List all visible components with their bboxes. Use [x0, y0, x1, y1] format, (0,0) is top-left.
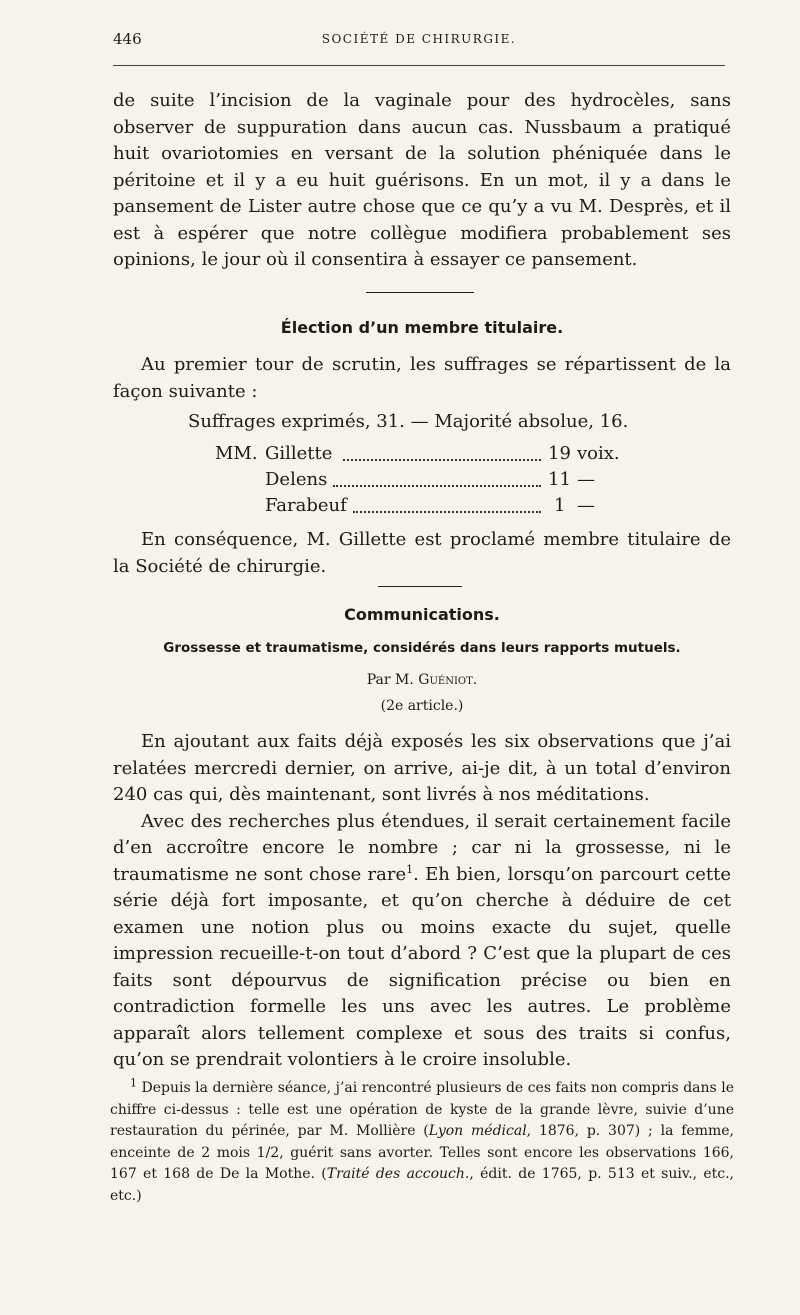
- communication-body: [113, 729, 731, 1074]
- vote-unit: —: [577, 495, 595, 516]
- section-divider: [366, 292, 474, 293]
- page-number: 446: [113, 30, 142, 48]
- footnote-text-part: , édit. de 1765, p. 513 et suiv., etc., etc.): [110, 1166, 734, 1204]
- intro-text: de suite l’incision de la vaginale pour des hydrocèles, sans observer de suppuration dans aucun cas. Nussbaum a pratiqué huit ovariotomies en versant de la solution phéniquée dans le péritoine et il y a eu huit guérisons. En un mot, il y a dans le pansement de Lister autre chose que ce qu’y a vu M. Desprès, et il est à espérer que notre collègue modifiera probablement ses opinions, le jour où il consentira à essayer ce pansement.: [113, 90, 731, 270]
- footnote-ref[interactable]: 1: [406, 862, 414, 876]
- footnote-reference-title: Traité des accouch.: [326, 1166, 470, 1182]
- paragraph-text: . Eh bien, lorsqu’on parcourt cette série déjà fort imposante, et qu’on cherche à déduire de cet examen une notion plus ou moins exacte du sujet, quelle impression recueille-t-on tout d’abord ? C’est que la plupart de ces faits sont dépourvus de signification précise ou bien en contradiction formelle les uns avec les autres. Le problème apparaît alors tellement complexe et sous des traits si confus, qu’on se prendrait volontiers à le croire insoluble.: [113, 863, 731, 1070]
- vote-count: 1: [554, 495, 566, 516]
- election-conclusion-text: En conséquence, M. Gillette est proclamé membre titulaire de la Société de chirurgie.: [113, 529, 731, 577]
- vote-summary: Suffrages exprimés, 31. — Majorité absolue, 16.: [188, 411, 629, 432]
- footnote: [110, 1078, 734, 1207]
- communication-paragraph: [113, 809, 731, 1074]
- election-heading: Élection d’un membre titulaire.: [280, 318, 564, 337]
- vote-count: 19: [548, 443, 571, 464]
- vote-row: [215, 469, 635, 495]
- footnote-marker: 1: [130, 1076, 137, 1090]
- election-conclusion-paragraph: [113, 527, 731, 580]
- vote-row: [215, 495, 635, 521]
- vote-count: 11: [548, 469, 571, 490]
- running-title: SOCIÉTÉ DE CHIRURGIE.: [321, 32, 517, 46]
- footnote-reference-title: Lyon médical: [428, 1123, 527, 1139]
- author-prefix: Par M.: [366, 672, 414, 688]
- leader-dots: [333, 479, 541, 487]
- election-intro-text: Au premier tour de scrutin, les suffrages se répartissent de la façon suivante :: [113, 354, 731, 402]
- vote-unit: —: [577, 469, 595, 490]
- page-header: [113, 30, 725, 54]
- vote-name: Delens: [265, 469, 328, 490]
- communication-paragraph: En ajoutant aux faits déjà exposés les six observations que j’ai relatées mercredi dernier, on arrive, ai-je dit, à un total d’environ 240 cas qui, dès maintenant, sont livrés à nos méditations.: [113, 731, 731, 805]
- header-rule: [113, 65, 725, 66]
- vote-unit: voix.: [577, 443, 620, 464]
- section-divider: [378, 586, 462, 587]
- footnote-text-part: Depuis la dernière séance, j’ai rencontré plusieurs de ces faits non compris dans le chiffre ci-dessus : telle est une opération de kyste de la grande lèvre, suivie d’une restauration du périnée, par M. Mollière (: [110, 1080, 734, 1139]
- vote-prefix: MM.: [215, 443, 258, 464]
- paragraph-text: Avec des recherches plus étendues, il serait certainement facile d’en accroître encore le nombre ; car ni la grossesse, ni le traumatisme ne sont chose rare: [113, 810, 731, 885]
- vote-name: Farabeuf: [265, 495, 347, 516]
- footnote-text: [110, 1078, 734, 1207]
- author-line: [113, 672, 731, 688]
- communication-title: Grossesse et traumatisme, considérés dans leurs rapports mutuels.: [163, 640, 681, 656]
- author-name: Guéniot.: [418, 672, 478, 688]
- leader-dots: [343, 453, 541, 461]
- election-intro-paragraph: [113, 352, 731, 405]
- communications-heading: Communications.: [344, 605, 500, 624]
- intro-paragraph: [113, 88, 731, 274]
- leader-dots: [353, 505, 541, 513]
- vote-row: [215, 443, 635, 469]
- vote-name: Gillette: [265, 443, 333, 464]
- article-note: (2e article.): [380, 698, 464, 714]
- footnote-text-part: , 1876, p. 307) ; la femme, enceinte de 2 mois 1/2, guérit sans avorter. Telles sont encore les observations 166, 167 et 168 de De la Mothe. (: [110, 1123, 734, 1182]
